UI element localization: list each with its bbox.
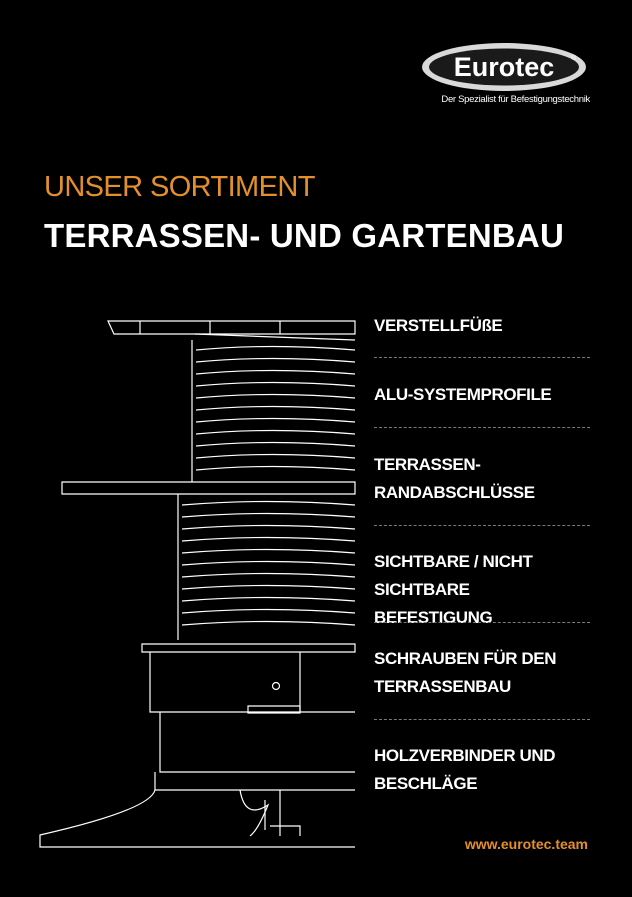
category-terrassenrandabschluesse[interactable] [374, 451, 535, 507]
divider [374, 719, 590, 720]
category-label: SICHTBARE / NICHT [374, 552, 533, 571]
upper-thread [192, 340, 355, 482]
divider [374, 622, 590, 623]
category-verstellfuesse[interactable] [374, 312, 502, 340]
category-label: ALU-SYSTEMPROFILE [374, 385, 552, 404]
category-alu-systemprofile[interactable] [374, 381, 551, 409]
category-label: TERRASSENBAU [374, 677, 511, 696]
divider [374, 427, 590, 428]
category-holzverbinder[interactable] [374, 742, 555, 798]
category-schrauben[interactable] [374, 645, 556, 701]
base-foot [40, 790, 355, 847]
category-label: HOLZVERBINDER UND [374, 746, 556, 765]
divider [374, 357, 590, 358]
base-housing [142, 644, 355, 790]
registered-mark: ® [571, 55, 577, 62]
website-link[interactable]: www.eurotec.team [464, 836, 588, 852]
category-label: SICHTBARE BEFESTIGUNG [374, 580, 493, 627]
category-label: TERRASSEN- [374, 455, 481, 474]
lower-thread [178, 494, 355, 640]
logo-text: Eurotec [453, 52, 555, 82]
category-label: RANDABSCHLÜSSE [374, 483, 535, 502]
category-label: VERSTELLFÜßE [374, 316, 503, 335]
category-label: BESCHLÄGE [374, 774, 478, 793]
divider [374, 525, 590, 526]
page-title: TERRASSEN- UND GARTENBAU [44, 217, 564, 254]
top-plate [108, 321, 355, 340]
brand-tagline: Der Spezialist für Befestigungstechnik [441, 94, 590, 105]
category-label: SCHRAUBEN FÜR DEN [374, 649, 557, 668]
section-kicker: UNSER SORTIMENT [44, 171, 315, 203]
middle-plate [62, 482, 355, 494]
category-befestigung[interactable] [374, 548, 590, 632]
